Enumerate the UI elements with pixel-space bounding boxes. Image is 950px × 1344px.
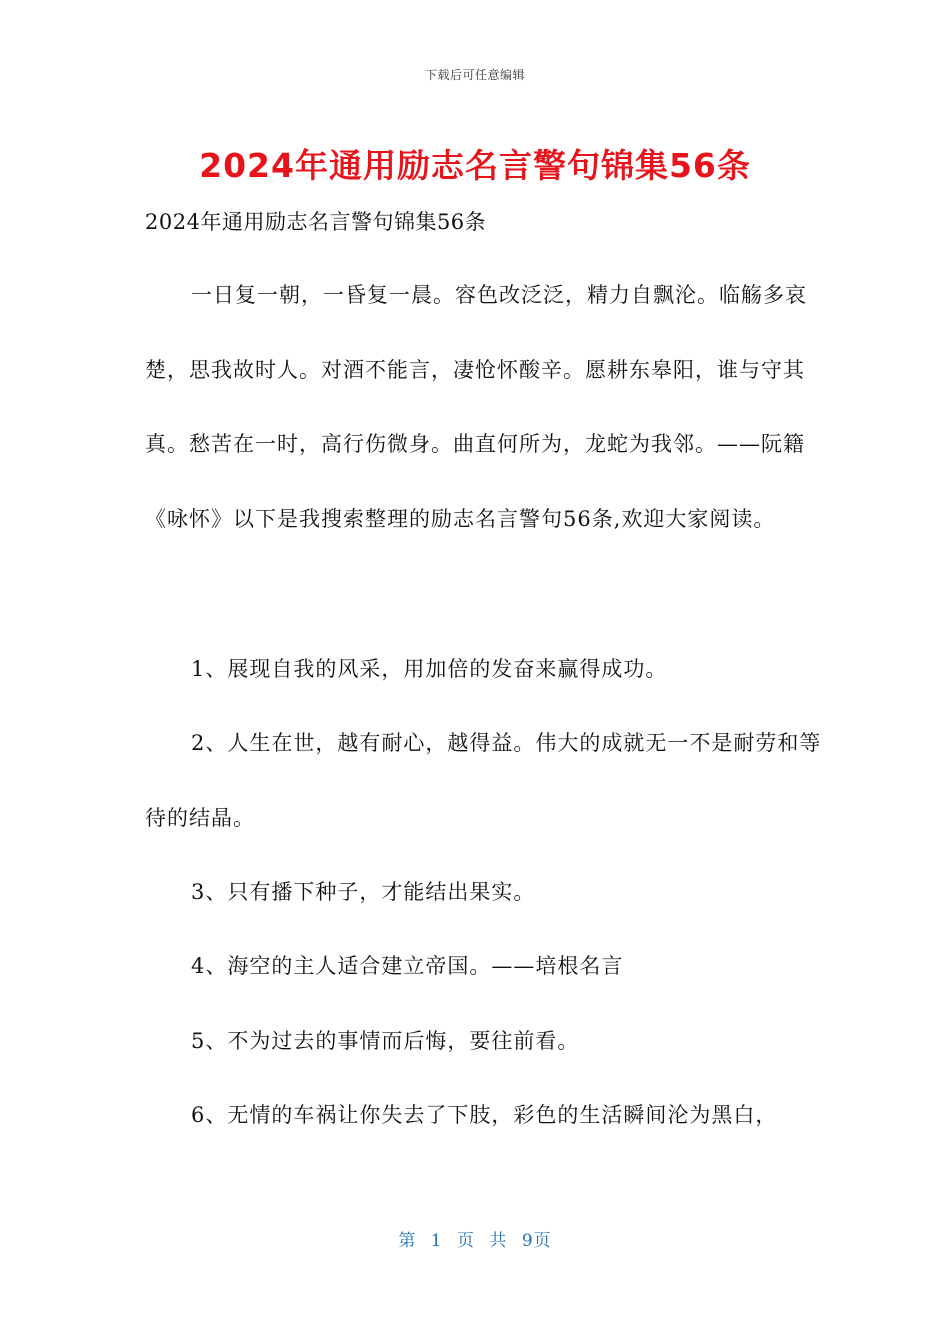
quote-item-1: 1、展现自我的风采，用加倍的发奋来赢得成功。 <box>191 657 668 681</box>
document-title: 2024年通用励志名言警句锦集56条 <box>199 146 751 185</box>
footer-total-pages: 9页 <box>521 1231 552 1251</box>
quote-item-5: 5、不为过去的事情而后悔，要往前看。 <box>191 1029 580 1053</box>
quote-item-6: 6、无情的车祸让你失去了下肢，彩色的生活瞬间沦为黑白， <box>191 1103 778 1127</box>
intro-paragraph: 一日复一朝，一昏复一晨。容色改泛泛，精力自飘沦。临觞多哀楚，思我故时人。对酒不能言，凄怆怀酸辛。愿耕东皋阳，谁与守其真。愁苦在一时，高行伤微身。曲直何所为，龙蛇为我邻。——阮籍《咏怀》以下是我搜索整理的励志名言警句56条,欢迎大家阅读。 <box>145 283 807 531</box>
footer-page-label: 第 <box>398 1231 417 1251</box>
footer-total-label: 共 <box>489 1231 508 1251</box>
quote-item-4: 4、海空的主人适合建立帝国。——培根名言 <box>191 954 624 978</box>
header-note: 下载后可任意编辑 <box>424 68 525 82</box>
footer-page-unit: 页 <box>457 1231 475 1251</box>
document-subtitle: 2024年通用励志名言警句锦集56条 <box>145 210 487 234</box>
quote-item-3: 3、只有播下种子，才能结出果实。 <box>191 880 536 904</box>
footer-current-page: 1 <box>430 1231 443 1251</box>
page-footer <box>0 1226 950 1251</box>
quote-item-2: 2、人生在世，越有耐心，越得益。伟大的成就无一不是耐劳和等待的结晶。 <box>145 731 822 830</box>
